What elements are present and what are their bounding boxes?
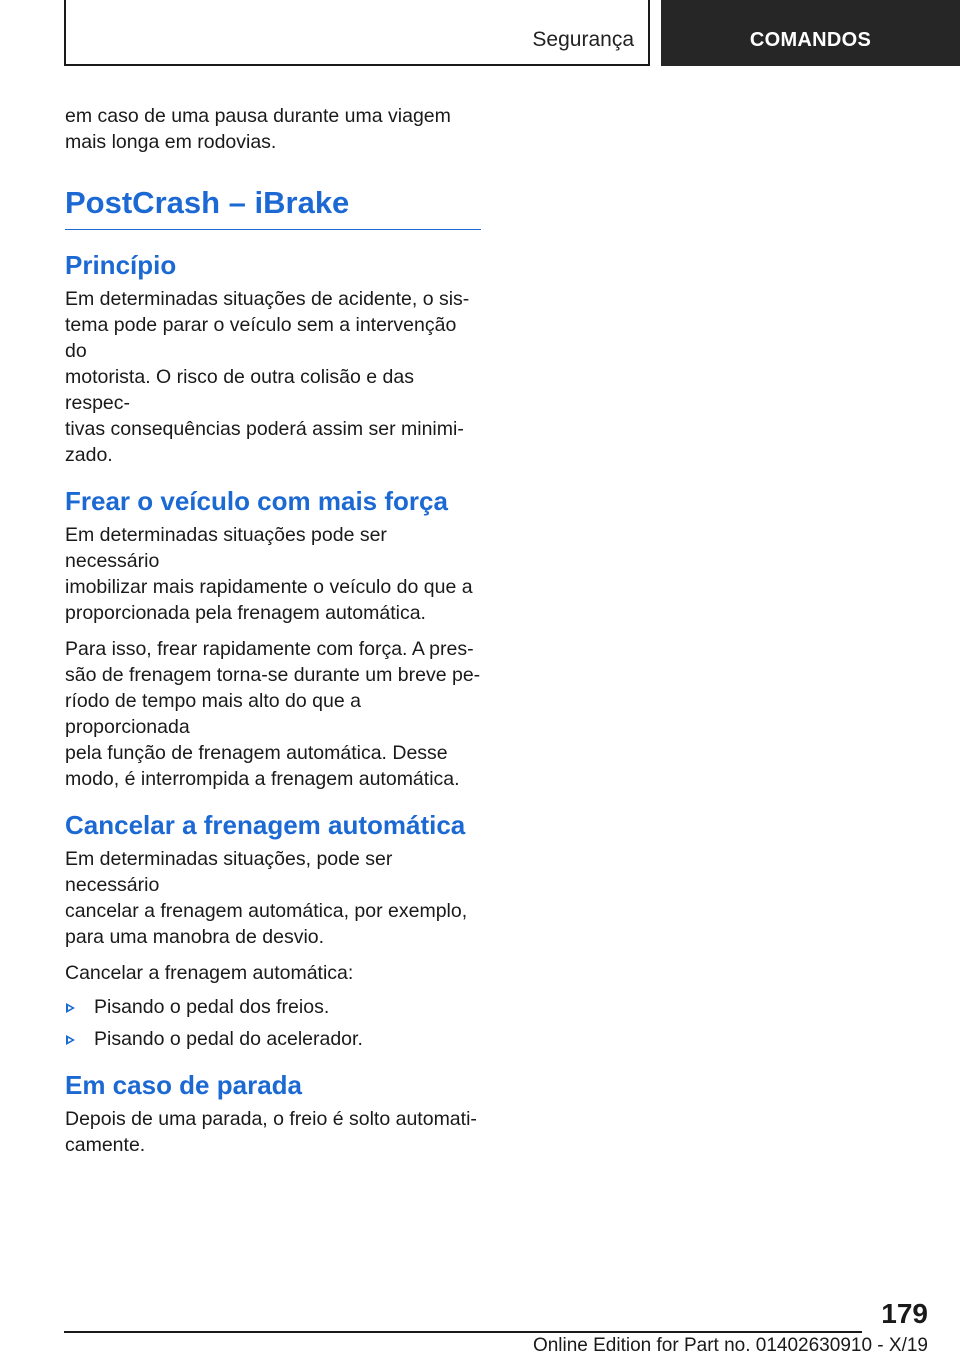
- text-line: são de frenagem torna-se durante um breve pe-: [65, 664, 481, 686]
- text-line: Depois de uma parada, o freio é solto automati-: [65, 1108, 477, 1130]
- text-line: imobilizar mais rapidamente o veículo do que a: [65, 576, 473, 598]
- footer-edition-text: Online Edition for Part no. 01402630910 - X/19: [532, 1335, 928, 1356]
- intro-paragraph: [65, 103, 481, 155]
- text-line: ríodo de tempo mais alto do que a proporcionada: [65, 690, 361, 738]
- text-line: camente.: [65, 1134, 146, 1156]
- header-section-label: Segurança: [532, 28, 634, 51]
- text-line: tema pode parar o veículo sem a intervenção do: [65, 314, 457, 362]
- page-number: 179: [881, 1298, 928, 1329]
- heading-principio: Princípio: [65, 250, 177, 280]
- text-line: modo, é interrompida a frenagem automática.: [65, 768, 460, 790]
- text-line: zado.: [65, 444, 113, 466]
- list-item: [65, 994, 481, 1020]
- bullet-list: [65, 994, 481, 1052]
- text-line: Cancelar a frenagem automática:: [65, 962, 354, 984]
- header-section-tab: [64, 0, 650, 66]
- triangle-bullet-icon: [66, 1035, 75, 1045]
- page-content: [65, 103, 481, 1158]
- heading-cancelar: Cancelar a frenagem automática: [65, 810, 466, 840]
- heading-parada: Em caso de parada: [65, 1070, 302, 1100]
- triangle-bullet-icon: [66, 1003, 75, 1013]
- section-title: PostCrash – iBrake: [65, 183, 481, 230]
- text-line: mais longa em rodovias.: [65, 131, 277, 153]
- paragraph-parada: [65, 1106, 481, 1158]
- list-item-text: Pisando o pedal do acelerador.: [94, 1028, 363, 1050]
- header-chapter-tab: [661, 0, 960, 66]
- paragraph-cancelar-1: [65, 846, 481, 950]
- paragraph-frear-1: [65, 522, 481, 626]
- list-item-text: Pisando o pedal dos freios.: [94, 996, 330, 1018]
- text-line: Em determinadas situações de acidente, o sis-: [65, 288, 470, 310]
- paragraph-principio: [65, 286, 481, 468]
- paragraph-cancelar-2: [65, 960, 481, 986]
- heading-frear: Frear o veículo com mais força: [65, 486, 448, 516]
- text-line: pela função de frenagem automática. Desse: [65, 742, 448, 764]
- text-line: proporcionada pela frenagem automática.: [65, 602, 426, 624]
- text-line: em caso de uma pausa durante uma viagem: [65, 105, 451, 127]
- paragraph-frear-2: [65, 636, 481, 792]
- list-item: [65, 1026, 481, 1052]
- header-chapter-label: COMANDOS: [749, 29, 872, 51]
- text-line: Em determinadas situações pode ser necessário: [65, 524, 387, 572]
- text-line: cancelar a frenagem automática, por exemplo,: [65, 900, 468, 922]
- text-line: Para isso, frear rapidamente com força. A pres-: [65, 638, 474, 660]
- text-line: para uma manobra de desvio.: [65, 926, 325, 948]
- text-line: tivas consequências poderá assim ser minimi-: [65, 418, 464, 440]
- text-line: motorista. O risco de outra colisão e das respec-: [65, 366, 414, 414]
- text-line: Em determinadas situações, pode ser necessário: [65, 848, 393, 896]
- footer-divider: [64, 1331, 862, 1333]
